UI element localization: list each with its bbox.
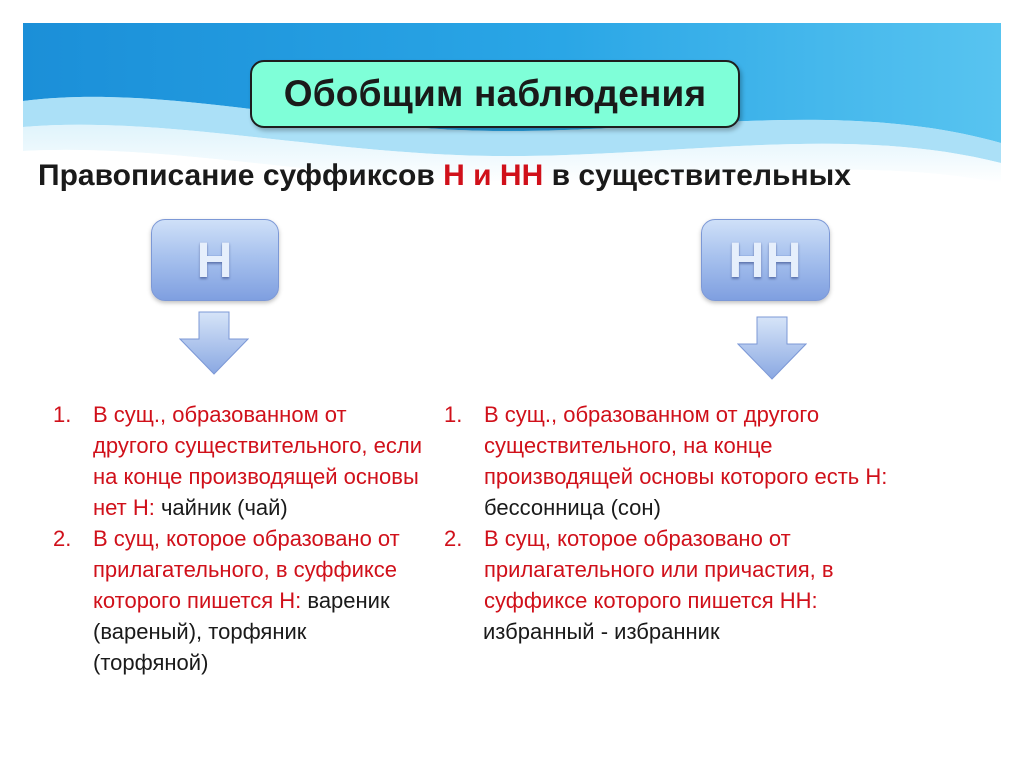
title-box: [250, 60, 740, 128]
list-item: [444, 523, 924, 616]
rule-example: вареник (вареный), торфяник (торфяной): [93, 588, 390, 675]
subtitle-part-1: Правописание суффиксов: [38, 159, 444, 192]
slide-title: Обобщим наблюдения: [283, 73, 707, 114]
subtitle-part-2: в существительных: [543, 159, 851, 192]
rules-list-n: [53, 399, 425, 678]
rule-text: В сущ., образованном от другого существительного, на конце производящей основы которого есть Н:: [484, 402, 888, 489]
rule-example: избранный - избранник: [483, 619, 720, 644]
rule-example: чайник (чай): [154, 495, 288, 520]
arrow-down-icon: [179, 311, 249, 375]
rules-list-nn: [444, 399, 924, 616]
subtitle-highlight: Н и НН: [443, 159, 544, 192]
heading-bubble-nn: [701, 219, 830, 301]
list-item: [444, 399, 924, 523]
rule-text: В сущ, которое образовано от прилагательного или причастия, в суффиксе которого пишется НН:: [484, 526, 834, 613]
heading-n-label: Н: [196, 232, 234, 288]
list-item-number: 2.: [444, 526, 463, 551]
rule-example: бессонница (сон): [484, 495, 661, 520]
rule-text: В сущ, которое образовано от прилагательного, в суффиксе которого пишется Н:: [93, 526, 400, 613]
list-item: [53, 399, 425, 523]
slide-subtitle: [38, 159, 851, 193]
heading-nn-label: НН: [728, 232, 803, 288]
arrow-down-icon: [737, 316, 807, 380]
list-item-number: 1.: [53, 402, 72, 427]
list-item-number: 2.: [53, 526, 72, 551]
rule-text: В сущ., образованном от другого существительного, если на конце производящей основы нет Н:: [93, 402, 423, 520]
list-item: [53, 523, 425, 678]
list-item-number: 1.: [444, 402, 463, 427]
heading-bubble-n: [151, 219, 279, 301]
